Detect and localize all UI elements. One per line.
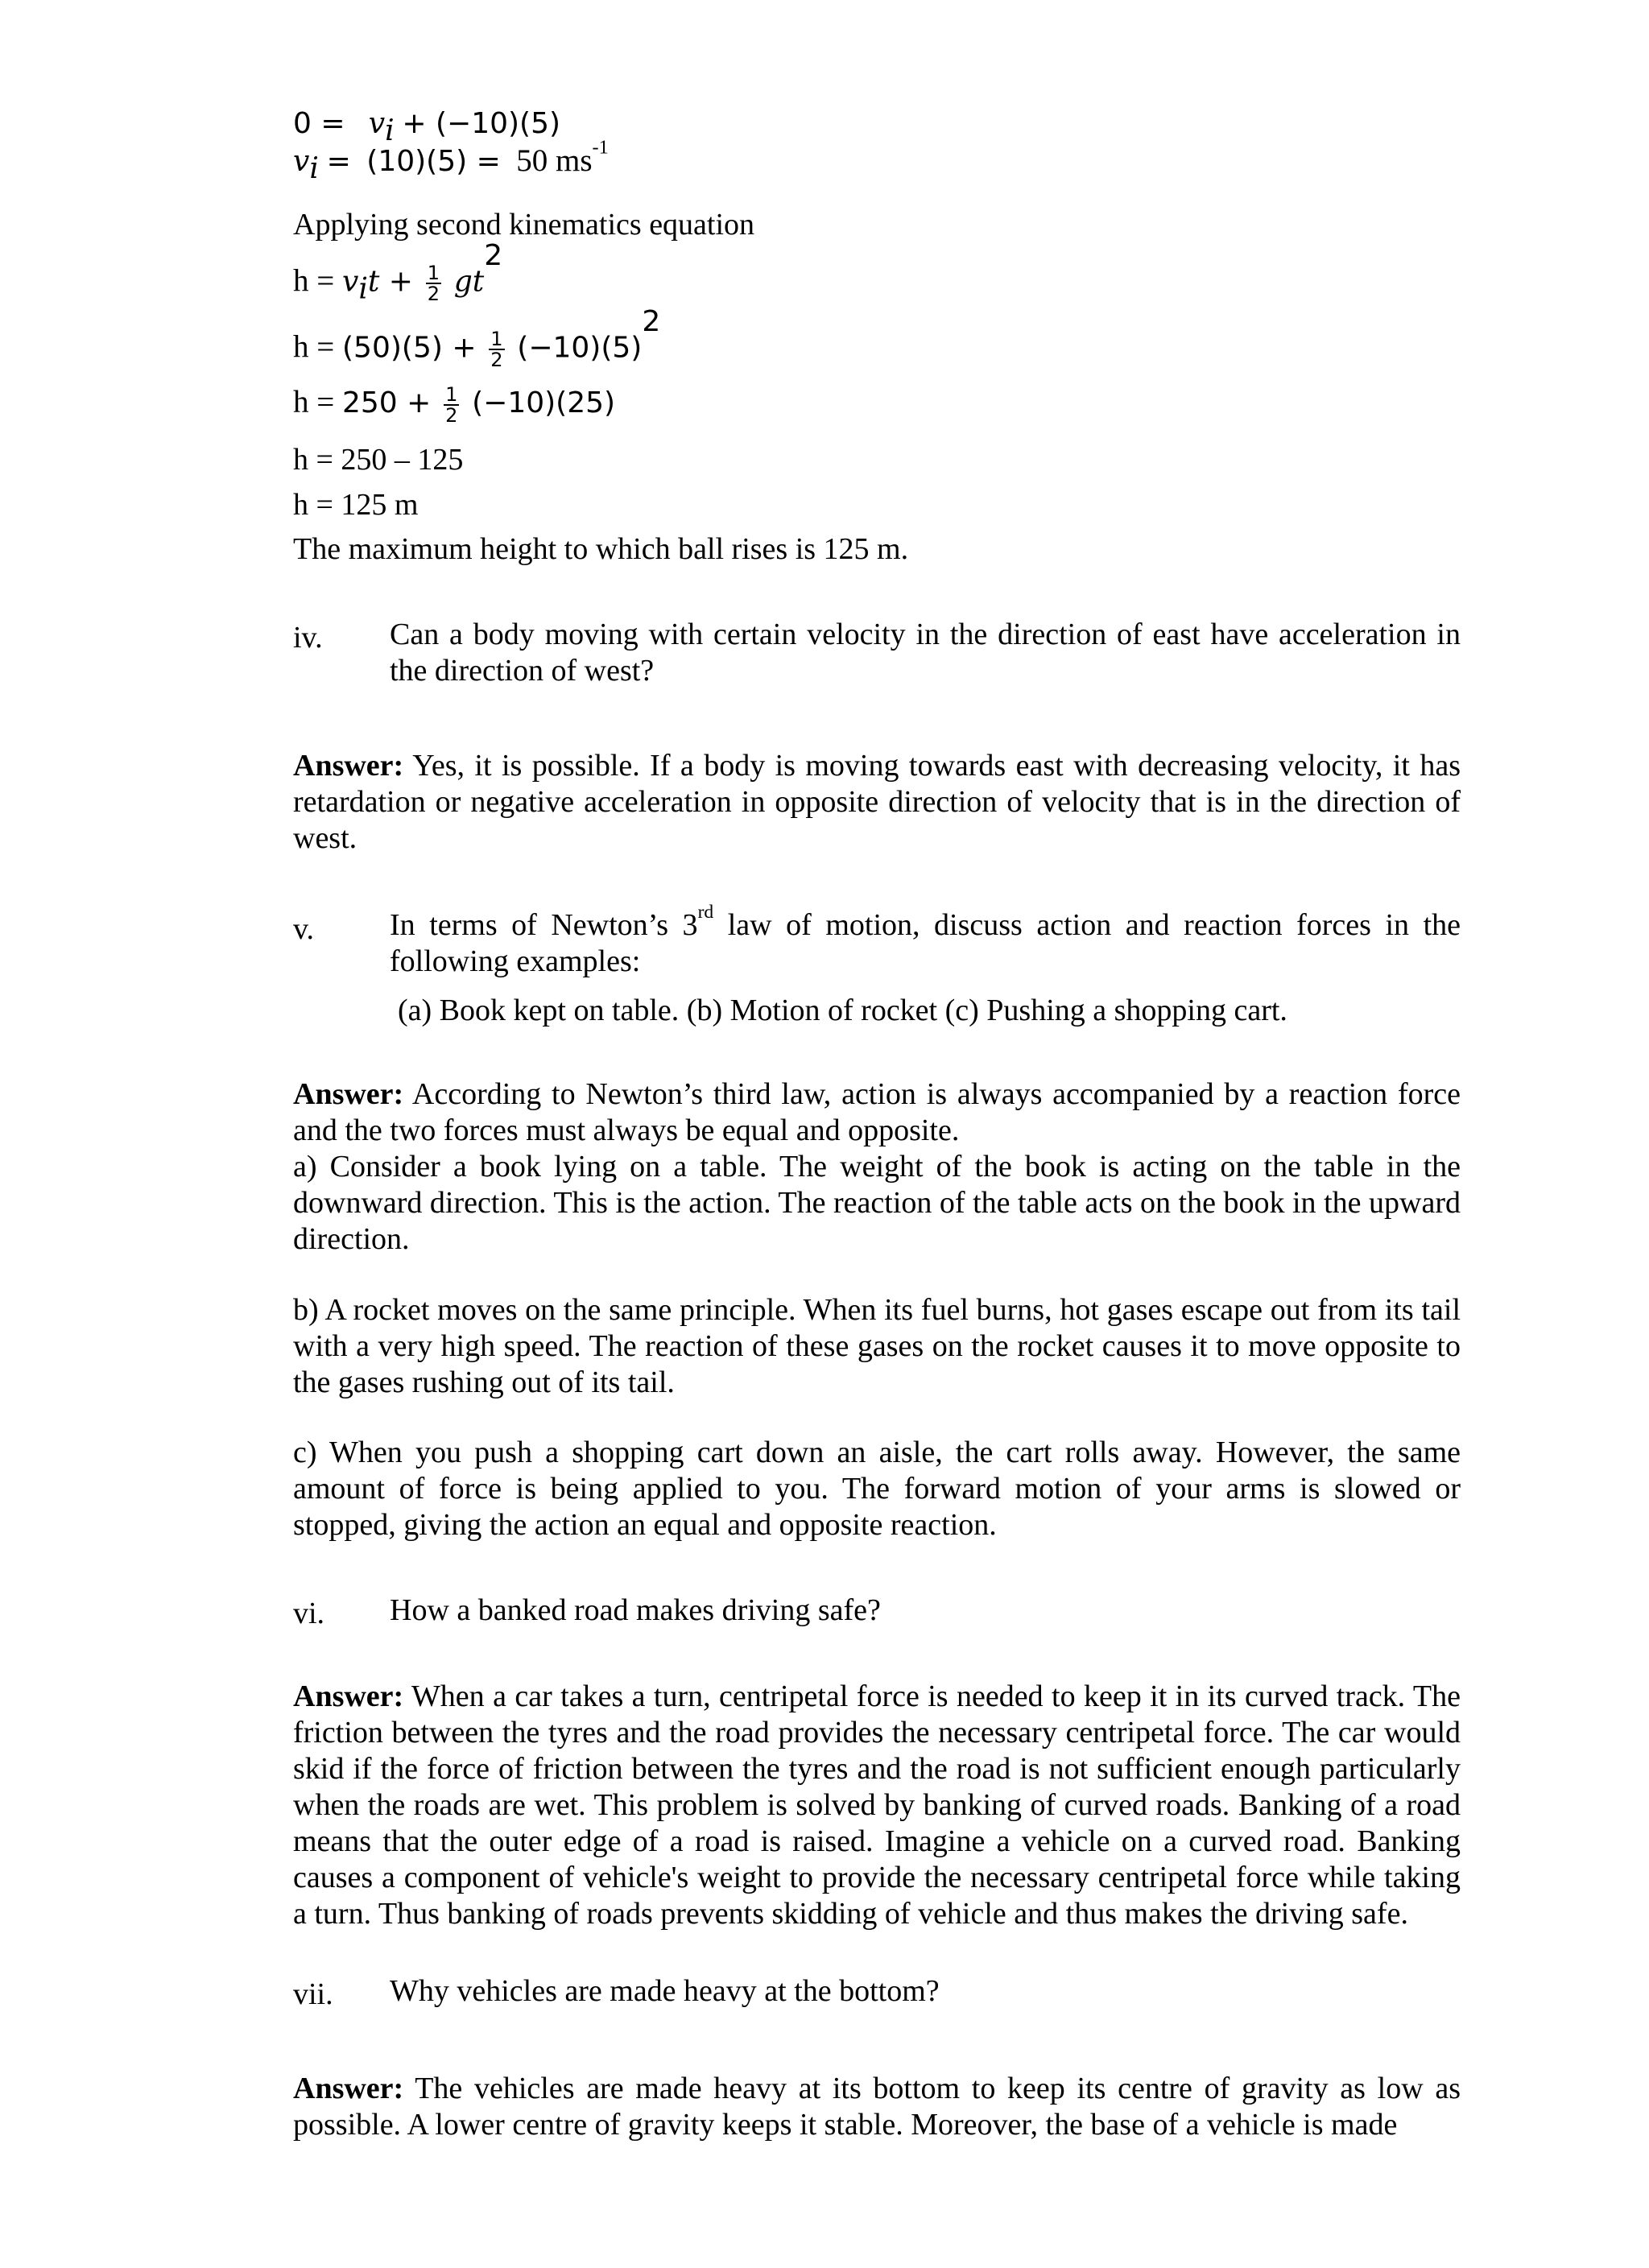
question-text-part: law of motion, discuss action and reaction forces in the following examples:: [390, 908, 1461, 978]
fraction-denominator: 2: [427, 283, 440, 306]
question-examples: (a) Book kept on table. (b) Motion of rocket (c) Pushing a shopping cart.: [398, 994, 1287, 1027]
exponent: 2: [642, 305, 661, 338]
answer-text: According to Newton’s third law, action is always accompanied by a reaction force and the two forces must always be equal and opposite.: [293, 1077, 1461, 1147]
subscript: i: [309, 152, 319, 185]
eq-lhs: h =: [293, 329, 335, 365]
fraction-half: [444, 385, 459, 425]
velocity-symbol: v: [293, 145, 310, 178]
answer-paragraph: [293, 1679, 1461, 1932]
answer-part-c: c) When you push a shopping cart down an aisle, the cart rolls away. However, the same amount of force is being applied to you. The forward motion of your arms is slowed or stopped, giving the action an equal and opposite reaction.: [293, 1436, 1461, 1542]
answer-part-b: b) A rocket moves on the same principle. When its fuel burns, hot gases escape out from its tail with a very high speed. The reaction of these gases on the rocket causes it to move opposite to the gases rushing out of its tail.: [293, 1293, 1461, 1399]
question-number: vii.: [293, 1977, 333, 2011]
fraction-half: [426, 263, 441, 304]
eq-lhs: 0 =: [293, 107, 345, 140]
answer-paragraph: [293, 1076, 1461, 1149]
eq-term-b: (−10)(5): [517, 331, 643, 365]
section-heading: Applying second kinematics equation: [293, 208, 755, 242]
question-number: vi.: [293, 1597, 325, 1630]
equation-h3: [293, 385, 615, 425]
eq-term-b: (−10)(25): [472, 386, 616, 419]
fraction-numerator: 1: [445, 383, 458, 406]
answer-label: Answer:: [293, 749, 404, 783]
fraction-denominator: 2: [445, 404, 458, 427]
ordinal-superscript: rd: [697, 901, 714, 923]
question-text: Why vehicles are made heavy at the bottom?: [390, 1974, 940, 2008]
answer-part-a: a) Consider a book lying on a table. The weight of the book is acting on the table in the downward direction. This is the action. The reaction of the table acts on the book in the upward direction.: [293, 1150, 1461, 1256]
eq-term-a: 250 +: [342, 386, 432, 419]
equals-sign: =: [326, 145, 351, 178]
equation-h4: h = 250 – 125: [293, 443, 464, 477]
fraction-denominator: 2: [490, 349, 503, 372]
answer-label: Answer:: [293, 2072, 404, 2105]
answer-text: When a car takes a turn, centripetal force is needed to keep it in its curved track. The friction between the tyres and the road provides the necessary centripetal force. The car would skid if the force of friction between the tyres and the road is not sufficient enough particularly when the roads are wet. This problem is solved by banking of curved roads. Banking of a road means that the outer edge of a road is raised. Imagine a vehicle on a curved road. Banking causes a component of vehicle's weight to provide the necessary centripetal force while taking a turn. Thus banking of roads prevents skidding of vehicle and thus makes the driving safe.: [293, 1679, 1461, 1931]
equation-h1: [293, 239, 503, 306]
eq-term-a: (50)(5) +: [342, 331, 477, 365]
eq-lhs: h =: [293, 384, 335, 419]
question-text: How a banked road makes driving safe?: [390, 1593, 881, 1627]
fraction-half: [489, 329, 504, 370]
equation-line-2: [293, 136, 609, 185]
equation-line-1: [293, 107, 561, 147]
answer-paragraph: [293, 748, 1461, 857]
question-number: v.: [293, 912, 315, 946]
question-text-part: In terms of Newton’s 3: [390, 908, 698, 942]
subscript: i: [358, 272, 368, 306]
answer-text: Yes, it is possible. If a body is moving towards east with decreasing velocity, it has retardation or negative acceleration in opposite direction of velocity that is in the direction of west.: [293, 749, 1461, 855]
question-text: Can a body moving with certain velocity in the direction of east have acceleration in the direction of west?: [390, 618, 1461, 688]
velocity-symbol: v: [368, 107, 386, 140]
answer-label: Answer:: [293, 1679, 404, 1713]
conclusion-text: The maximum height to which ball rises is 125 m.: [293, 532, 909, 566]
eq-lhs: h =: [293, 263, 335, 299]
gravity-term: gt: [453, 265, 485, 299]
exponent: -1: [592, 136, 609, 159]
exponent: 2: [484, 239, 503, 272]
question-text: [390, 901, 1461, 980]
equation-h5: h = 125 m: [293, 488, 419, 522]
eq-value: 50 ms: [516, 143, 593, 178]
velocity-symbol: v: [342, 265, 359, 299]
subscript: i: [385, 114, 395, 147]
question-number: iv.: [293, 621, 323, 655]
fraction-numerator: 1: [427, 262, 440, 285]
eq-rest: + (−10)(5): [402, 107, 561, 140]
equation-h2: [293, 305, 661, 372]
fraction-numerator: 1: [490, 328, 503, 351]
eq-middle: (10)(5) =: [366, 145, 501, 178]
answer-paragraph: [293, 2071, 1461, 2143]
time-term: t +: [367, 265, 413, 299]
answer-text: The vehicles are made heavy at its bottom to keep its centre of gravity as low as possible. A lower centre of gravity keeps it stable. Moreover, the base of a vehicle is made: [293, 2072, 1461, 2142]
answer-label: Answer:: [293, 1077, 404, 1111]
